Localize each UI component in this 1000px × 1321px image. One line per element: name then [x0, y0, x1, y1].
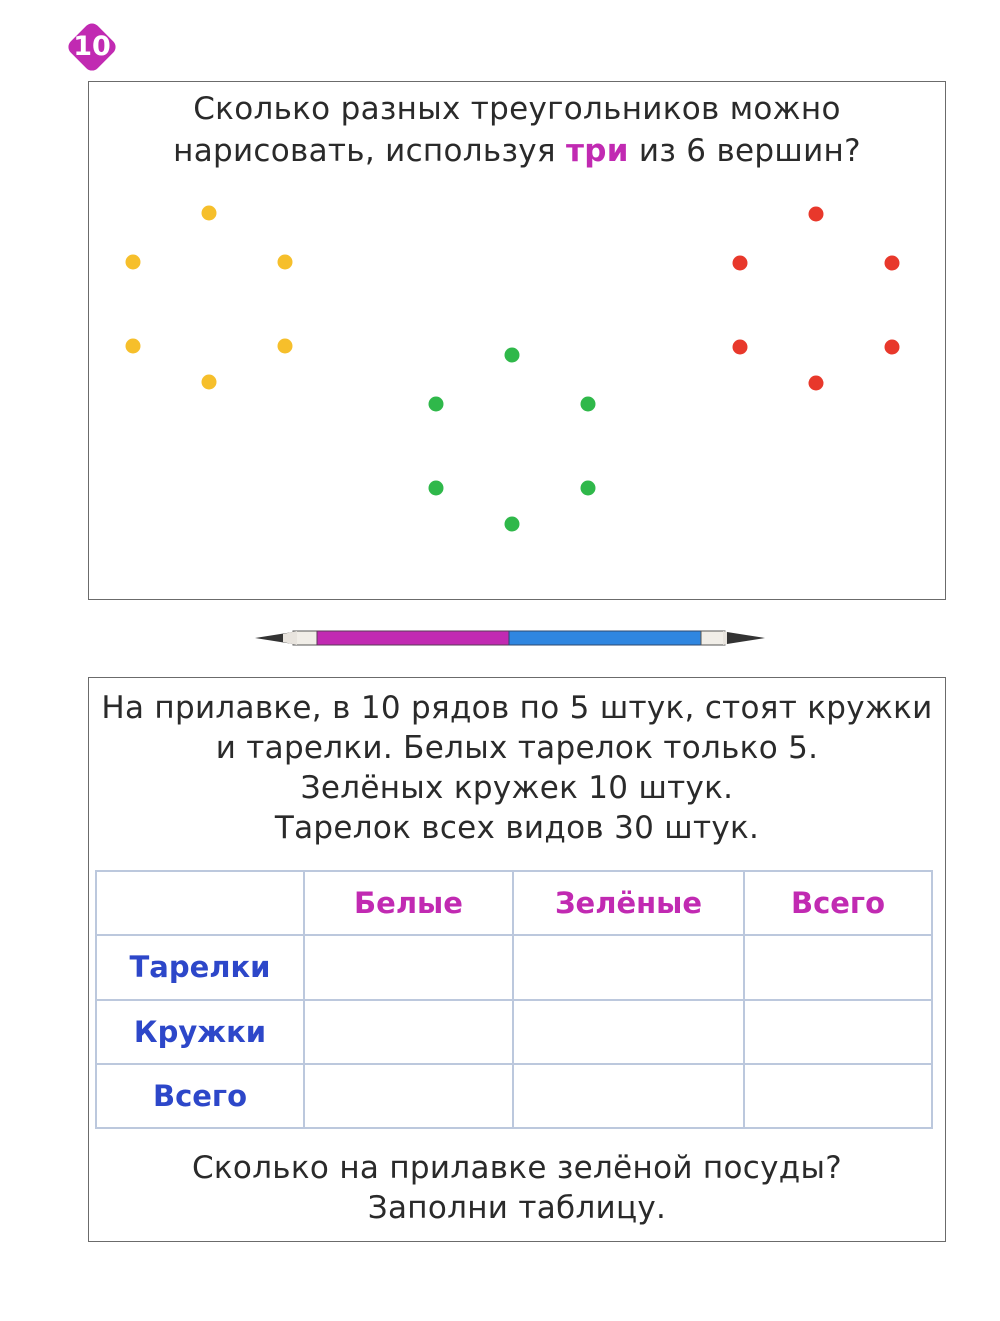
highlighted-word: три: [565, 133, 629, 169]
red-vertices-group: [733, 207, 900, 391]
yellow-vertices-group: [126, 206, 293, 390]
table-row-mugs: [96, 1000, 932, 1064]
row-header-plates: Тарелки: [96, 935, 304, 999]
question-line-1: Сколько разных треугольников можно: [193, 91, 841, 127]
puzzle-triangles-panel: [88, 81, 946, 600]
answer-cell[interactable]: [744, 1000, 932, 1064]
table-row-plates: [96, 935, 932, 999]
dishes-question-line: Сколько на прилавке зелёной посуды?: [191, 1150, 843, 1186]
vertex-dot: [278, 339, 293, 354]
green-vertices-group: [429, 348, 596, 532]
row-header-total: Всего: [96, 1064, 304, 1128]
hexagon-vertices-figure: [89, 82, 947, 601]
answer-cell[interactable]: [304, 935, 513, 999]
dishes-text-line: и тарелки. Белых тарелок только 5.: [215, 730, 819, 766]
vertex-dot: [126, 255, 141, 270]
dishes-question-line: Заполни таблицу.: [367, 1190, 667, 1226]
dishes-text-line: На прилавке, в 10 рядов по 5 штук, стоят кружки: [101, 690, 933, 726]
vertex-dot: [505, 517, 520, 532]
vertex-dot: [885, 340, 900, 355]
puzzle-dishes-panel: [88, 677, 946, 1242]
vertex-dot: [581, 397, 596, 412]
table-row-total: [96, 1064, 932, 1128]
answer-cell[interactable]: [513, 935, 744, 999]
answer-cell[interactable]: [744, 1064, 932, 1128]
column-header-green: Зелёные: [513, 871, 744, 935]
puzzle-dishes-question: [89, 1148, 945, 1228]
vertex-dot: [202, 375, 217, 390]
dishes-text-line: Зелёных кружек 10 штук.: [300, 770, 734, 806]
vertex-dot: [278, 255, 293, 270]
question-line-2-start: нарисовать, используя: [173, 133, 566, 169]
task-number: 10: [73, 31, 111, 62]
column-header-total: Всего: [744, 871, 932, 935]
question-line-2-end: из 6 вершин?: [628, 133, 861, 169]
vertex-dot: [809, 207, 824, 222]
vertex-dot: [126, 339, 141, 354]
column-header-white: Белые: [304, 871, 513, 935]
dishes-text-line: Тарелок всех видов 30 штук.: [274, 810, 760, 846]
row-header-mugs: Кружки: [96, 1000, 304, 1064]
vertex-dot: [885, 256, 900, 271]
table-header-row: [96, 871, 932, 935]
vertex-dot: [429, 397, 444, 412]
pencil-divider-icon: [253, 624, 767, 654]
answer-cell[interactable]: [304, 1064, 513, 1128]
task-number-badge: [62, 17, 122, 77]
vertex-dot: [202, 206, 217, 221]
table-corner-cell: [96, 871, 304, 935]
dishes-table: [95, 870, 933, 1129]
vertex-dot: [505, 348, 520, 363]
vertex-dot: [581, 481, 596, 496]
vertex-dot: [733, 256, 748, 271]
answer-cell[interactable]: [513, 1000, 744, 1064]
answer-cell[interactable]: [513, 1064, 744, 1128]
answer-cell[interactable]: [304, 1000, 513, 1064]
puzzle-dishes-text: [89, 688, 945, 848]
vertex-dot: [809, 376, 824, 391]
vertex-dot: [733, 340, 748, 355]
vertex-dot: [429, 481, 444, 496]
answer-cell[interactable]: [744, 935, 932, 999]
